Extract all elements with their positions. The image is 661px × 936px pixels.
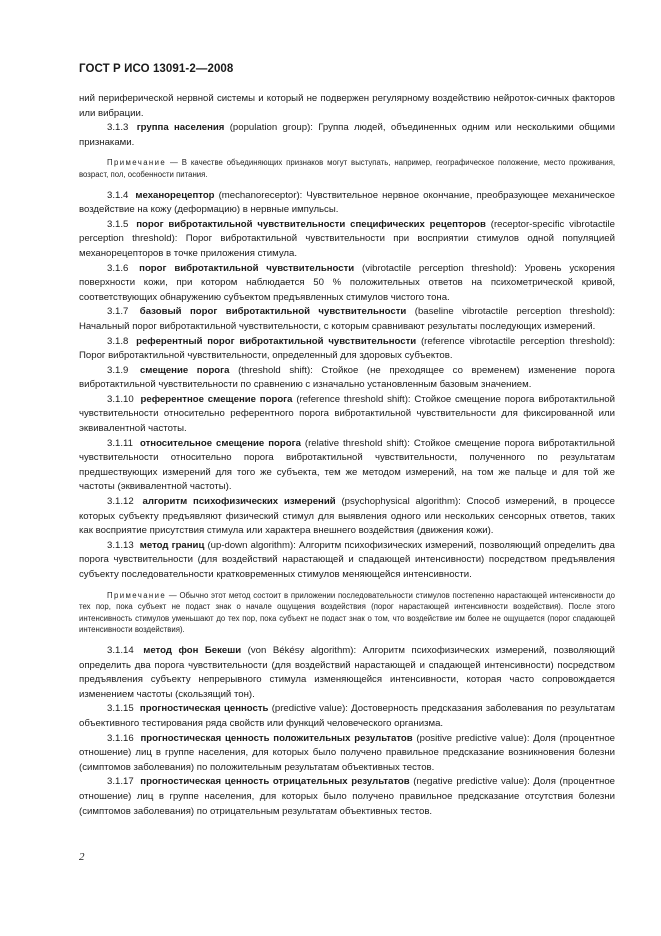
- definition-text: (receptor-specific vibrotactile perception threshold): Порог вибротактильной чувствительности при восприятии стимулов одной популяцией механорецепторов в точке приложения стимула.: [79, 218, 616, 259]
- definition-3-1-11: [79, 437, 615, 495]
- page-number: 2: [79, 851, 85, 863]
- definition-term: относительное смещение порога: [139, 437, 301, 449]
- definition-3-1-7: [79, 305, 615, 334]
- definition-text: (threshold shift): Стойкое (не преходящее со временем) изменение порога вибротактильной чувствительности по сравнению с изначально установленным базовым значением.: [79, 364, 615, 391]
- definition-number: 3.1.6: [107, 262, 129, 274]
- definition-term: референтное смещение порога: [140, 393, 293, 405]
- definition-number: 3.1.16: [107, 732, 134, 744]
- definition-term: прогностическая ценность: [139, 703, 269, 715]
- note-2: [79, 590, 615, 636]
- definition-3-1-10: [79, 393, 615, 437]
- definition-term: смещение порога: [139, 364, 230, 376]
- definition-3-1-5: [79, 218, 615, 262]
- definition-number: 3.1.11: [107, 437, 133, 449]
- definition-text: (mechanoreceptor): Чувствительное нервное окончание, преобразующее механическое воздействие на кожу (деформацию) в нервные импульсы.: [79, 189, 615, 216]
- note-1: [79, 157, 615, 180]
- definition-term: механорецептор: [135, 189, 215, 201]
- definition-3-1-6: [79, 262, 615, 306]
- definition-term: метод фон Бекеши: [143, 644, 242, 656]
- definition-number: 3.1.15: [107, 703, 134, 715]
- definition-number: 3.1.7: [107, 306, 129, 318]
- document-header: ГОСТ Р ИСО 13091-2—2008: [79, 63, 234, 75]
- note-text: — Обычно этот метод состоит в приложении последовательности стимулов постепенно нарастающей интенсивности до тех пор, пока субъект не подаст знак о начале ощущения воздействия (порог нарастающей интенсивности воздействия). После этого интенсивность стимулов уменьшают до тех пор, пока субъект не подаст знак о том, что воздействие им более не ощущается (порог спадающей интенсивности воздействия).: [79, 590, 615, 635]
- definition-term: прогностическая ценность положительных результатов: [140, 732, 413, 744]
- definition-term: базовый порог вибротактильной чувствительности: [139, 306, 407, 318]
- definition-number: 3.1.4: [107, 189, 129, 201]
- definition-term: референтный порог вибротактильной чувствительности: [136, 335, 417, 347]
- definition-text: (vibrotactile perception threshold): Уровень ускорения поверхности кожи, при котором наблюдается 50 % положительных ответов на психометрической кривой, соответствующих обнаружению субъектом предъявленных стимулов чистого тона.: [79, 262, 615, 303]
- note-label: Примечание: [107, 590, 167, 600]
- definition-3-1-4: [79, 189, 615, 218]
- definition-3-1-9: [79, 364, 615, 393]
- definition-number: 3.1.9: [107, 364, 129, 376]
- definition-number: 3.1.3: [107, 122, 129, 134]
- note-label: Примечание: [107, 158, 167, 168]
- definition-term: алгоритм психофизических измерений: [142, 496, 336, 508]
- definition-text: (predictive value): Достоверность предсказания заболевания по результатам объективного тестирования ряда свойств или функций человеческого организма.: [79, 703, 615, 729]
- definition-term: группа населения: [136, 122, 225, 134]
- definition-term: прогностическая ценность отрицательных результатов: [140, 776, 410, 788]
- definition-text: (population group): Группа людей, объединенных одним или несколькими общими признаками.: [79, 122, 615, 148]
- note-text: — В качестве объединяющих признаков могут выступать, например, географическое положение, место проживания, возраст, пол, особенности питания.: [79, 158, 615, 179]
- definition-text: (baseline vibrotactile perception threshold): Начальный порог вибротактильной чувствительности, с которым сравнивают результаты последующих измерений.: [79, 306, 615, 332]
- definition-text: (up-down algorithm): Алгоритм психофизических измерений, позволяющий определить два порога чувствительности (для воздействий нарастающей и спадающей интенсивности) посредством предъявления субъекту последовательности кратковременных стимулов меняющейся интенсивности.: [79, 539, 615, 580]
- definition-number: 3.1.10: [107, 393, 134, 405]
- definition-text: (positive predictive value): Доля (процентное отношение) лиц в группе населения, для которых было получено правильное предсказание возникновения болезни (симптомов заболевания) по положительным результатам объективных тестов.: [79, 732, 615, 773]
- definition-number: 3.1.5: [107, 218, 129, 230]
- definition-3-1-13: [79, 539, 615, 583]
- definition-3-1-16: [79, 732, 615, 776]
- definition-term: метод границ: [139, 539, 205, 551]
- definition-number: 3.1.17: [107, 776, 134, 788]
- definition-text: (psychophysical algorithm): Способ измерений, в процессе которых субъекту предъявляют физический стимул для выявления одного или нескольких сенсорных ответов, таких как восприятие присутствия стимула или характера внешнего воздействия (движения кожи).: [79, 496, 615, 537]
- definition-number: 3.1.14: [107, 644, 134, 656]
- definition-text: (relative threshold shift): Стойкое смещение порога вибротактильной чувствительности относительно порога вибротактильной чувствительности, полученного по результатам предшествующих измерений для того же субъекта, тем же методом измерений, на том же пальце и для той же частоты (эквивалентной частоты).: [79, 437, 616, 493]
- definition-text: (reference vibrotactile perception threshold): Порог вибротактильной чувствительности, определенный для здоровых субъектов.: [79, 335, 615, 362]
- definition-3-1-8: [79, 335, 615, 364]
- definition-text: (von Békésy algorithm): Алгоритм психофизических измерений, позволяющий определить два порога чувствительности (для воздействий нарастающей и спадающей интенсивности) посредством предъявления субъекту непрерывного стимула изменяющейся интенсивности, которая часто сопровождается изменением частоты (скользящий тон).: [79, 644, 616, 700]
- definition-3-1-12: [79, 495, 615, 539]
- definition-term: порог вибротактильной чувствительности: [139, 262, 355, 274]
- definition-3-1-14: [79, 644, 615, 702]
- document-body: [79, 92, 615, 819]
- definition-number: 3.1.12: [107, 496, 134, 508]
- definition-3-1-15: [79, 702, 615, 731]
- definition-text: (reference threshold shift): Стойкое смещение порога вибротактильной чувствительности относительно референтного порога вибротактильной чувствительности для фиксированной или эквивалентной частоты.: [79, 393, 615, 435]
- definition-number: 3.1.8: [107, 335, 129, 347]
- definition-text: (negative predictive value): Доля (процентное отношение) лиц в группе населения, для которых было получено правильное предсказание отсутствия болезни (симптомов заболевания) по отрицательным результатам объективных тестов.: [79, 776, 615, 817]
- definition-term: порог вибротактильной чувствительности специфических рецепторов: [136, 218, 486, 230]
- intro-paragraph: ний периферической нервной системы и который не подвержен регулярному воздействию нейроток-сичных факторов или вибрации.: [79, 93, 615, 119]
- definition-3-1-3: [79, 121, 615, 150]
- definition-3-1-17: [79, 775, 615, 819]
- definition-number: 3.1.13: [107, 539, 134, 551]
